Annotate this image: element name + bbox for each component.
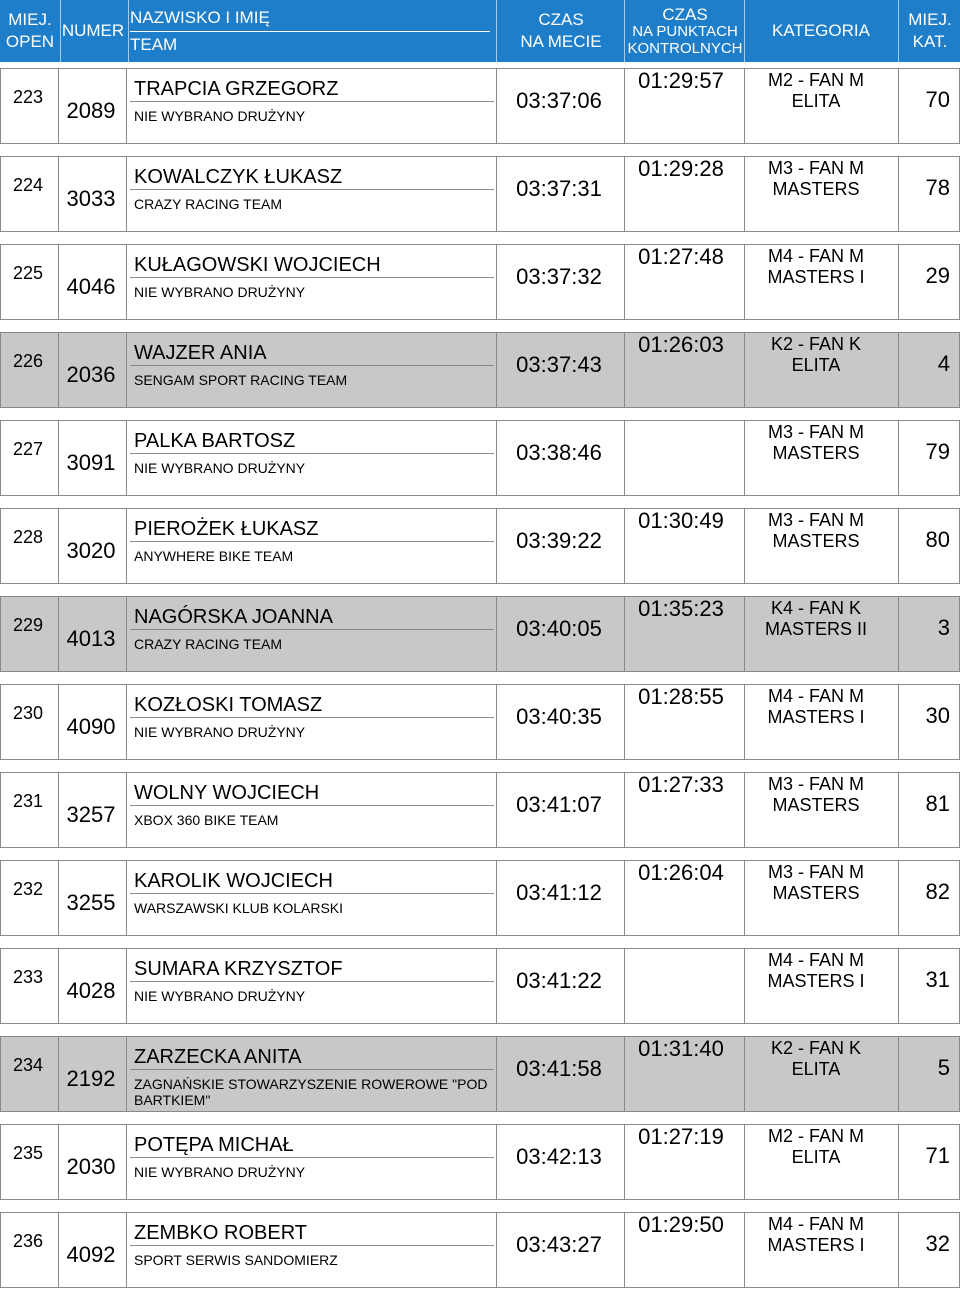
open-position: 229 — [12, 615, 44, 635]
category-line-1: M4 - FAN M — [767, 686, 864, 706]
header-category: KATEGORIA — [772, 21, 870, 40]
rider-name: NAGÓRSKA JOANNA — [134, 606, 333, 628]
open-position: 231 — [12, 791, 44, 811]
bib-number: 3033 — [66, 186, 116, 211]
open-position: 230 — [12, 703, 44, 723]
team-name: ANYWHERE BIKE TEAM — [134, 548, 294, 564]
open-position: 236 — [12, 1231, 44, 1251]
open-position: 226 — [12, 351, 44, 371]
header-number: NUMER — [61, 21, 125, 40]
rider-name: PIEROŻEK ŁUKASZ — [134, 518, 319, 540]
table-row — [0, 238, 960, 326]
team-name: NIE WYBRANO DRUŻYNY — [134, 460, 306, 476]
category-position: 3 — [937, 615, 950, 640]
category-line-1: M3 - FAN M — [767, 774, 864, 794]
finish-time: 03:37:43 — [516, 352, 602, 377]
category-line-1: M3 - FAN M — [767, 422, 864, 442]
team-name: SPORT SERWIS SANDOMIERZ — [134, 1252, 338, 1268]
category-position: 70 — [925, 87, 950, 112]
rider-name: WOLNY WOJCIECH — [134, 782, 320, 804]
header-finish-time: CZAS NA MECIE — [520, 10, 602, 51]
finish-time: 03:40:05 — [516, 616, 602, 641]
team-name: NIE WYBRANO DRUŻYNY — [134, 284, 306, 300]
team-name: SENGAM SPORT RACING TEAM — [134, 372, 348, 388]
table-row — [0, 1030, 960, 1118]
category-line-1: M3 - FAN M — [767, 862, 864, 882]
category-line-2: MASTERS I — [767, 707, 865, 727]
finish-time: 03:43:27 — [516, 1232, 602, 1257]
checkpoint-time: 01:27:19 — [638, 1124, 724, 1149]
finish-time: 03:42:13 — [516, 1144, 602, 1169]
category-position: 5 — [937, 1055, 950, 1080]
rider-name: TRAPCIA GRZEGORZ — [134, 78, 339, 100]
table-row — [0, 854, 960, 942]
table-row — [0, 414, 960, 502]
bib-number: 3091 — [66, 450, 116, 475]
table-row — [0, 1118, 960, 1206]
table-row — [0, 590, 960, 678]
category-line-2: MASTERS I — [767, 971, 865, 991]
team-name: XBOX 360 BIKE TEAM — [134, 812, 279, 828]
open-position: 234 — [12, 1055, 44, 1075]
table-row — [0, 150, 960, 238]
category-line-1: M3 - FAN M — [767, 510, 864, 530]
checkpoint-time: 01:27:33 — [638, 772, 724, 797]
category-line-2: MASTERS — [772, 883, 860, 903]
category-line-1: M2 - FAN M — [767, 1126, 864, 1146]
category-line-2: MASTERS I — [767, 267, 865, 287]
rider-name: KOWALCZYK ŁUKASZ — [134, 166, 343, 188]
category-line-1: M4 - FAN M — [767, 950, 864, 970]
bib-number: 3020 — [66, 538, 116, 563]
finish-time: 03:37:06 — [516, 88, 602, 113]
category-position: 32 — [925, 1231, 950, 1256]
category-line-1: M4 - FAN M — [767, 246, 864, 266]
category-position: 71 — [925, 1143, 950, 1168]
category-line-2: MASTERS II — [764, 619, 867, 639]
category-line-2: MASTERS I — [767, 1235, 865, 1255]
table-row — [0, 678, 960, 766]
category-position: 81 — [925, 791, 950, 816]
finish-time: 03:40:35 — [516, 704, 602, 729]
category-line-2: ELITA — [791, 91, 841, 111]
open-position: 223 — [12, 87, 44, 107]
finish-time: 03:41:07 — [516, 792, 602, 817]
table-row — [0, 1206, 960, 1294]
table-row — [0, 502, 960, 590]
bib-number: 2036 — [66, 362, 116, 387]
table-row — [0, 326, 960, 414]
rider-name: ZARZECKA ANITA — [134, 1046, 302, 1068]
category-line-2: MASTERS — [772, 179, 860, 199]
rider-name: SUMARA KRZYSZTOF — [134, 958, 343, 980]
team-name: NIE WYBRANO DRUŻYNY — [134, 988, 306, 1004]
checkpoint-time: 01:35:23 — [638, 596, 724, 621]
bib-number: 4028 — [66, 978, 116, 1003]
bib-number: 4090 — [66, 714, 116, 739]
header-category-position: MIEJ. KAT. — [908, 10, 952, 51]
category-line-1: M3 - FAN M — [767, 158, 864, 178]
category-line-1: K2 - FAN K — [770, 1038, 862, 1058]
checkpoint-time: 01:31:40 — [638, 1036, 724, 1061]
category-position: 80 — [925, 527, 950, 552]
bib-number: 2089 — [66, 98, 116, 123]
bib-number: 4092 — [66, 1242, 116, 1267]
bib-number: 2192 — [66, 1066, 116, 1091]
checkpoint-time: 01:27:48 — [638, 244, 724, 269]
category-position: 78 — [925, 175, 950, 200]
header-team: TEAM — [130, 34, 178, 54]
category-position: 31 — [925, 967, 950, 992]
finish-time: 03:41:12 — [516, 880, 602, 905]
bib-number: 2030 — [66, 1154, 116, 1179]
header-name: NAZWISKO I IMIĘ — [130, 7, 490, 32]
category-line-2: MASTERS — [772, 795, 860, 815]
category-line-2: ELITA — [791, 1147, 841, 1167]
header-checkpoint-time: CZAS NA PUNKTACH KONTROLNYCH — [627, 4, 743, 57]
team-name: NIE WYBRANO DRUŻYNY — [134, 724, 306, 740]
open-position: 228 — [12, 527, 44, 547]
bib-number: 4046 — [66, 274, 116, 299]
finish-time: 03:41:22 — [516, 968, 602, 993]
finish-time: 03:37:31 — [516, 176, 602, 201]
checkpoint-time: 01:29:28 — [638, 156, 724, 181]
checkpoint-time: 01:26:04 — [638, 860, 724, 885]
checkpoint-time: 01:29:57 — [638, 68, 724, 93]
rider-name: PALKA BARTOSZ — [134, 430, 296, 452]
bib-number: 4013 — [66, 626, 116, 651]
team-name: CRAZY RACING TEAM — [134, 196, 283, 212]
team-name: NIE WYBRANO DRUŻYNY — [134, 1164, 306, 1180]
category-line-2: MASTERS — [772, 443, 860, 463]
checkpoint-time: 01:29:50 — [638, 1212, 724, 1237]
rider-name: KUŁAGOWSKI WOJCIECH — [134, 254, 381, 276]
open-position: 227 — [12, 439, 44, 459]
rider-name: ZEMBKO ROBERT — [134, 1222, 307, 1244]
team-name: WARSZAWSKI KLUB KOLARSKI — [134, 900, 344, 916]
open-position: 232 — [12, 879, 44, 899]
category-line-1: M4 - FAN M — [767, 1214, 864, 1234]
category-position: 82 — [925, 879, 950, 904]
header-name-team — [130, 0, 490, 62]
open-position: 235 — [12, 1143, 44, 1163]
category-line-2: ELITA — [791, 1059, 841, 1079]
category-line-1: M2 - FAN M — [767, 70, 864, 90]
team-name: NIE WYBRANO DRUŻYNY — [134, 108, 306, 124]
table-row — [0, 942, 960, 1030]
checkpoint-time: 01:28:55 — [638, 684, 724, 709]
open-position: 224 — [12, 175, 44, 195]
results-table-header — [0, 0, 960, 62]
table-row — [0, 62, 960, 150]
category-position: 29 — [925, 263, 950, 288]
category-line-2: ELITA — [791, 355, 841, 375]
category-line-1: K2 - FAN K — [770, 334, 862, 354]
rider-name: WAJZER ANIA — [134, 342, 267, 364]
checkpoint-time: 01:30:49 — [638, 508, 724, 533]
rider-name: KAROLIK WOJCIECH — [134, 870, 333, 892]
category-position: 30 — [925, 703, 950, 728]
finish-time: 03:37:32 — [516, 264, 602, 289]
checkpoint-time: 01:26:03 — [638, 332, 724, 357]
category-position: 79 — [925, 439, 950, 464]
open-position: 233 — [12, 967, 44, 987]
rider-name: POTĘPA MICHAŁ — [134, 1134, 294, 1156]
rider-name: KOZŁOSKI TOMASZ — [134, 694, 323, 716]
category-line-2: MASTERS — [772, 531, 860, 551]
category-line-1: K4 - FAN K — [770, 598, 862, 618]
bib-number: 3255 — [66, 890, 116, 915]
team-name: ZAGNAŃSKIE STOWARZYSZENIE ROWEROWE "POD BARTKIEM" — [134, 1076, 488, 1108]
team-name: CRAZY RACING TEAM — [134, 636, 283, 652]
table-row — [0, 766, 960, 854]
finish-time: 03:41:58 — [516, 1056, 602, 1081]
bib-number: 3257 — [66, 802, 116, 827]
finish-time: 03:38:46 — [516, 440, 602, 465]
finish-time: 03:39:22 — [516, 528, 602, 553]
category-position: 4 — [937, 351, 950, 376]
header-open-position: MIEJ. OPEN — [5, 10, 55, 51]
open-position: 225 — [12, 263, 44, 283]
